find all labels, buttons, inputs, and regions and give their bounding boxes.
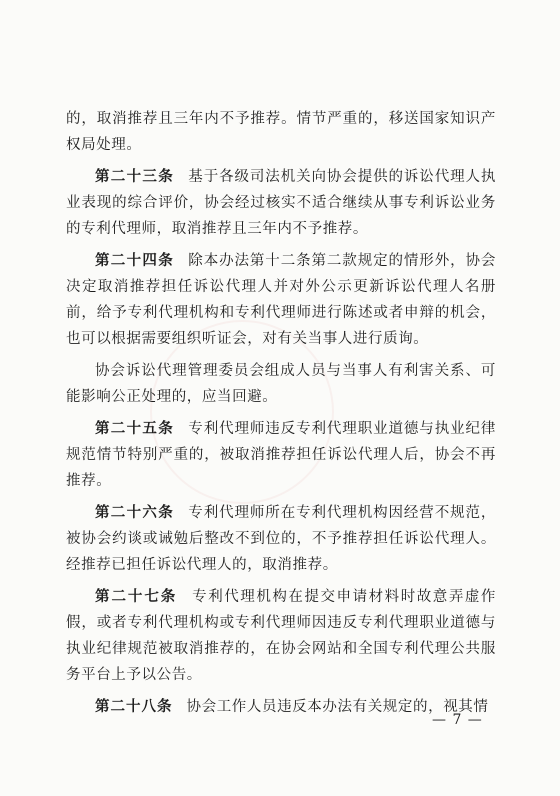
paragraph-text: 协会工作人员违反本办法有关规定的，视其情 <box>186 699 489 715</box>
paragraph-text: 除本办法第十二条第二款规定的情形外，协会决定取消推荐担任诉讼代理人并对外公示更新诉讼代理人名册前，给予专利代理机构和专利代理师进行陈述或者申辩的机会，也可以根据需要组织听证会，对有关当事人进行质询。 <box>66 253 496 347</box>
article-number: 第二十三条 <box>95 169 174 185</box>
article-number: 第二十七条 <box>95 589 178 605</box>
page-number: — 7 — <box>432 712 483 728</box>
article-number: 第二十六条 <box>95 505 174 521</box>
paragraph-text: 专利代理师违反专利代理职业道德与执业纪律规范情节特别严重的，被取消推荐担任诉讼代理人后，协会不再推荐。 <box>66 421 496 489</box>
paragraph-text: 协会诉讼代理管理委员会组成人员与当事人有利害关系、可能影响公正处理的，应当回避。 <box>66 363 496 405</box>
document-body <box>66 106 496 726</box>
paragraph-p6 <box>66 500 496 578</box>
paragraph-p4 <box>66 358 496 410</box>
paragraph-p2 <box>66 164 496 242</box>
paragraph-p7 <box>66 584 496 688</box>
article-number: 第二十四条 <box>95 253 174 269</box>
paragraph-p5 <box>66 416 496 494</box>
paragraph-text: 基于各级司法机关向协会提供的诉讼代理人执业表现的综合评价，协会经过核实不适合继续从事专利诉讼业务的专利代理师，取消推荐且三年内不予推荐。 <box>66 169 496 237</box>
paragraph-text: 专利代理机构在提交申请材料时故意弄虚作假，或者专利代理机构或专利代理师因违反专利代理职业道德与执业纪律规范被取消推荐的，在协会网站和全国专利代理公共服务平台上予以公告。 <box>66 589 497 683</box>
paragraph-p1 <box>66 106 496 158</box>
article-number: 第二十八条 <box>95 699 173 715</box>
paragraph-text: 专利代理师所在专利代理机构因经营不规范，被协会约谈或诫勉后整改不到位的，不予推荐担任诉讼代理人。经推荐已担任诉讼代理人的，取消推荐。 <box>66 505 496 573</box>
article-number: 第二十五条 <box>95 421 174 437</box>
paragraph-text: 的，取消推荐且三年内不予推荐。情节严重的，移送国家知识产权局处理。 <box>66 111 496 153</box>
paragraph-p3 <box>66 248 496 352</box>
